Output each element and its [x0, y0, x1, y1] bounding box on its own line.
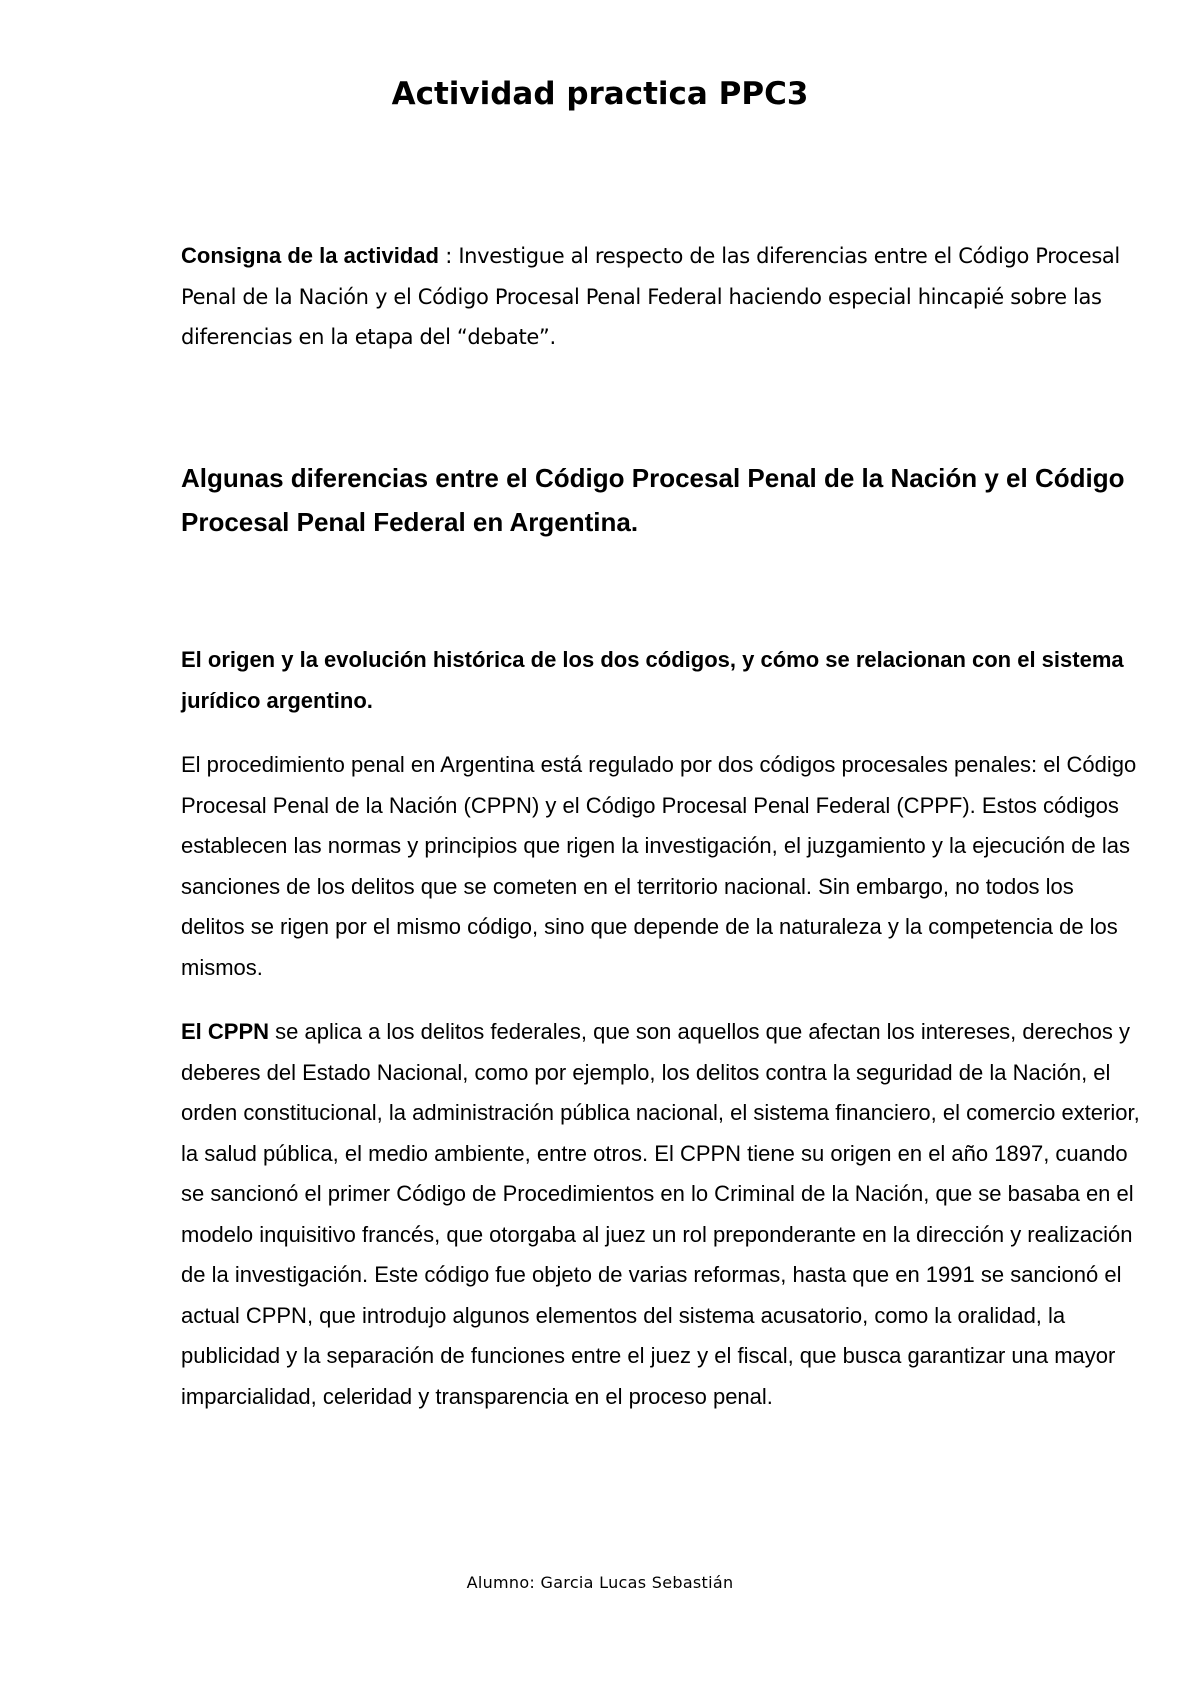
body-paragraph-1: El procedimiento penal en Argentina está regulado por dos códigos procesales penales: el Código Procesal Penal de la Nación (CPPN) y el Código Procesal Penal Federal (CPPF). Estos códigos establecen las normas y principios que rigen la investigación, el juzgamiento y la ejecución de las sanciones de los delitos que se cometen en el territorio nacional. Sin embargo, no todos los delitos se rigen por el mismo código, sino que depende de la naturaleza y la competencia de los mismos.	[181, 752, 1137, 980]
paragraph-lead: El CPPN	[181, 1019, 270, 1044]
body-paragraph-2	[181, 1012, 1141, 1417]
assignment-instructions	[181, 236, 1141, 358]
assignment-text: Investigue al respecto de las diferencias entre el Código Procesal Penal de la Nación y el Código Procesal Penal Federal haciendo especial hincapié sobre las diferencias en la etapa del “debate”.	[181, 244, 1120, 349]
document-title: Actividad practica PPC3	[391, 76, 809, 112]
assignment-separator: :	[438, 244, 459, 268]
main-heading: Algunas diferencias entre el Código Procesal Penal de la Nación y el Código Procesal Penal Federal en Argentina.	[181, 463, 1125, 537]
section-heading: El origen y la evolución histórica de los dos códigos, y cómo se relacionan con el sistema jurídico argentino.	[181, 647, 1124, 713]
assignment-label: Consigna de la actividad	[181, 243, 439, 268]
paragraph-text: se aplica a los delitos federales, que son aquellos que afectan los intereses, derechos y deberes del Estado Nacional, como por ejemplo, los delitos contra la seguridad de la Nación, el orden constitucional, la administración pública nacional, el sistema financiero, el comercio exterior, la salud pública, el medio ambiente, entre otros. El CPPN tiene su origen en el año 1897, cuando se sancionó el primer Código de Procedimientos en lo Criminal de la Nación, que se basaba en el modelo inquisitivo francés, que otorgaba al juez un rol preponderante en la dirección y realización de la investigación. Este código fue objeto de varias reformas, hasta que en 1991 se sancionó el actual CPPN, que introdujo algunos elementos del sistema acusatorio, como la oralidad, la publicidad y la separación de funciones entre el juez y el fiscal, que busca garantizar una mayor imparcialidad, celeridad y transparencia en el proceso penal.	[181, 1019, 1140, 1409]
page-footer: Alumno: Garcia Lucas Sebastián	[466, 1573, 734, 1592]
